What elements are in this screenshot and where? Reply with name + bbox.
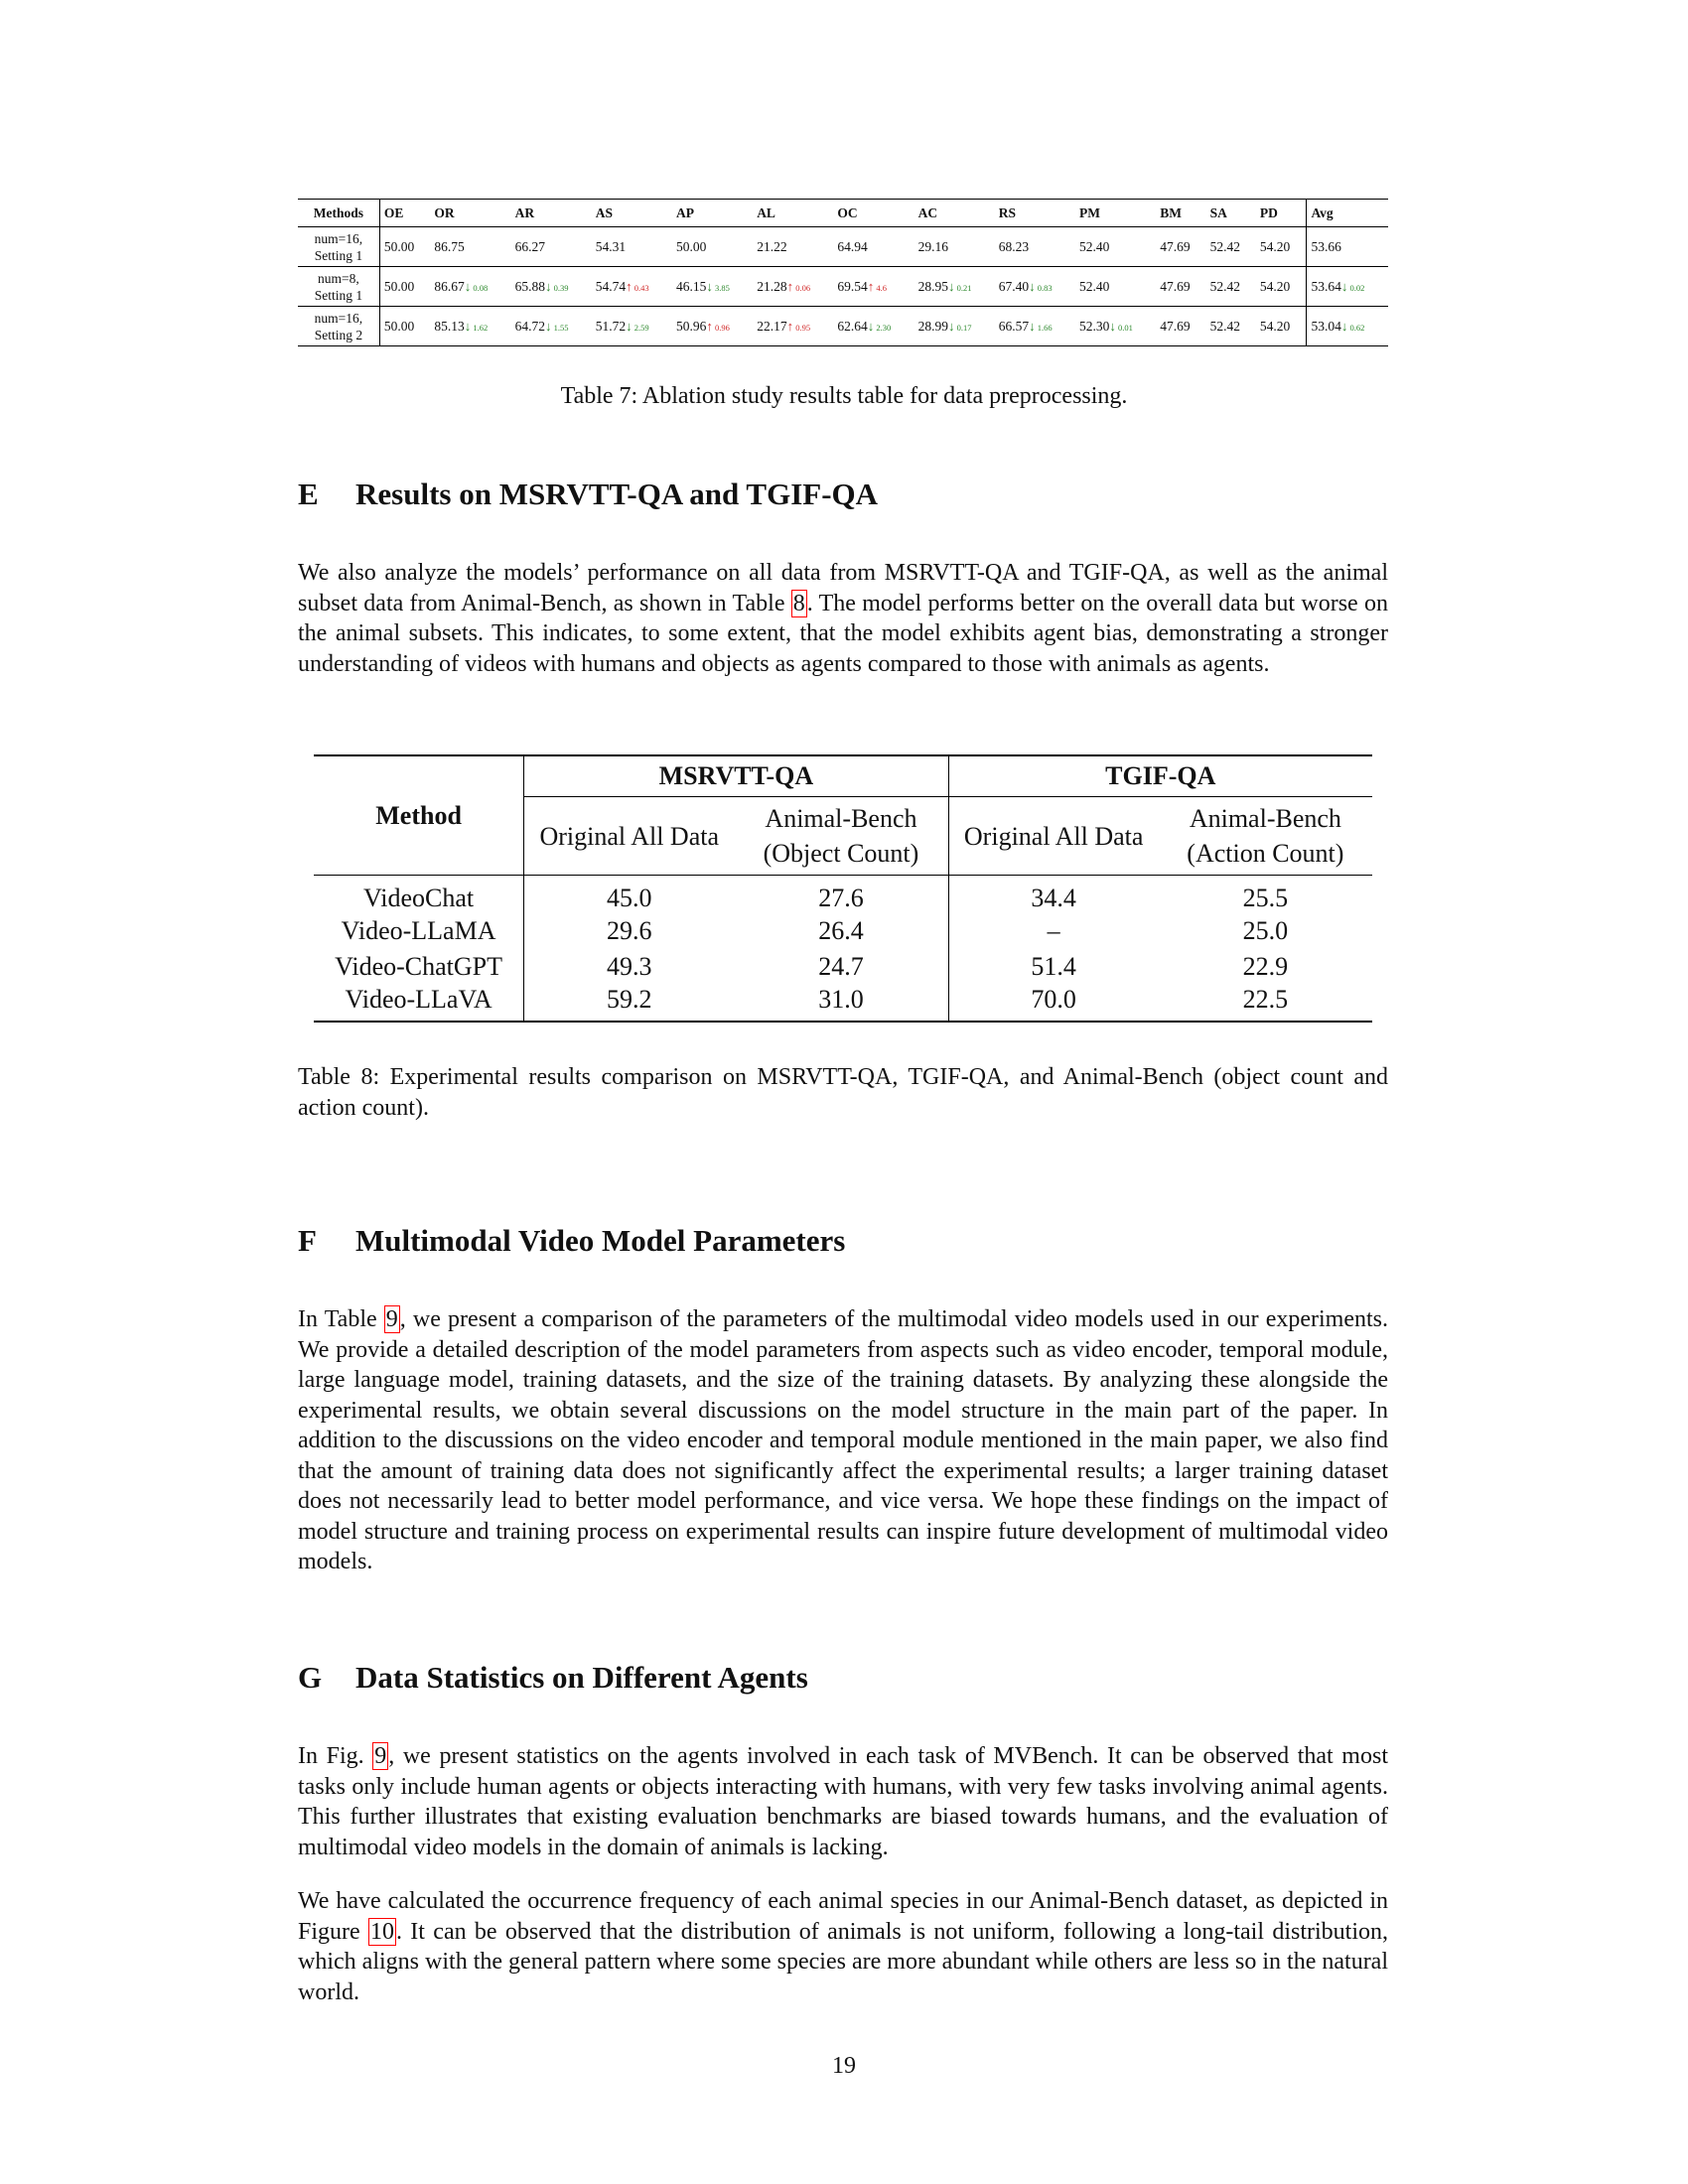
- table-7-value-cell: 47.69: [1156, 267, 1205, 307]
- table-8-value-cell: 51.4: [948, 949, 1159, 985]
- table-8-ref-link[interactable]: 8: [792, 590, 805, 616]
- arrow-down-icon: ↓ 0.21: [947, 278, 972, 294]
- table-7-col-header: OC: [833, 200, 914, 227]
- table-8-sub-msrvtt-all: Original All Data: [524, 797, 735, 876]
- table-7-value-cell: 69.54↑ 4.6: [833, 267, 914, 307]
- section-g-paragraph-1: [298, 1741, 1388, 1862]
- table-7-value-cell: 29.16: [917, 238, 948, 254]
- table-7-value-cell: 64.72↓ 1.55: [511, 307, 592, 346]
- table-8-value-cell: 31.0: [818, 985, 864, 1014]
- arrow-up-icon: ↑ 0.96: [706, 318, 730, 334]
- table-8-group-row: [314, 755, 1372, 797]
- table-8-sub-tgif-all: Original All Data: [948, 797, 1159, 876]
- table-7-value-cell: 52.40: [1079, 238, 1110, 254]
- arrow-down-icon: ↓ 1.62: [464, 318, 489, 334]
- table-8-value-cell: 27.6: [818, 884, 864, 912]
- table-7-col-header: AL: [753, 200, 833, 227]
- table-7-value-cell: 50.96↑ 0.96: [672, 307, 753, 346]
- table-7-value-cell: 54.20: [1256, 307, 1307, 346]
- table-7-col-header: AP: [672, 200, 753, 227]
- figure-9-ref-link[interactable]: 9: [374, 1743, 387, 1769]
- table-7-value-cell: 54.20: [1259, 238, 1291, 254]
- section-f-heading: [298, 1223, 845, 1259]
- table-8-value-cell: 25.5: [1242, 884, 1289, 912]
- section-f-text-2: , we present a comparison of the parameters of the multimodal video models used in our experiments. We provide a detailed description of the model parameters from aspects such as video encoder, temporal module, large language model, training datasets, and the size of the training datasets. By analyzing these alongside the experimental results, we obtain several discussions on the model structure in the main part of the paper. In addition to the discussions on the video encoder and temporal module mentioned in the main paper, we also find that the amount of training data does not significantly affect the experimental results; a larger training dataset does not necessarily lead to better model performance, and vice versa. We hope these findings on the impact of model structure and training process on experimental results can inspire future development of multimodal video models.: [298, 1306, 1389, 1574]
- arrow-down-icon: ↓ 1.55: [544, 318, 569, 334]
- table-7-value-cell: 50.00: [379, 307, 430, 346]
- section-e-text-2: . The model performs better on the overall data but worse on the animal subsets. This indicates, to some extent, that the model exhibits agent bias, demonstrating a stronger understanding of videos with humans and objects as agents compared to those with animals as agents.: [298, 590, 1388, 677]
- table-7-col-header: PM: [1075, 200, 1156, 227]
- table-7-value-cell: 53.66: [1307, 227, 1388, 267]
- figure-10-ref-link[interactable]: 10: [369, 1918, 394, 1945]
- section-f-paragraph: [298, 1304, 1388, 1577]
- arrow-down-icon: ↓ 1.66: [1029, 318, 1053, 334]
- table-8-method-cell: VideoChat: [363, 884, 475, 912]
- table-8-method-header: Method: [314, 755, 524, 876]
- section-f-title: Multimodal Video Model Parameters: [355, 1223, 846, 1258]
- table-7-col-header: OR: [430, 200, 510, 227]
- table-7-value-cell: 50.00: [379, 227, 430, 267]
- section-g-text-4: . It can be observed that the distribution of animals is not uniform, following a long-tail distribution, which aligns with the general pattern where some species are more abundant while others are less so in the natural world.: [298, 1918, 1388, 2005]
- page-number: 19: [832, 2053, 856, 2079]
- table-7-value-cell: 52.42: [1206, 267, 1256, 307]
- table-8-method-cell: Video-LLaMA: [341, 916, 496, 945]
- table-7-value-cell: 52.42: [1209, 238, 1240, 254]
- table-row: [314, 876, 1372, 914]
- table-8-body: [314, 876, 1372, 1023]
- table-7-value-cell: 64.94: [837, 238, 868, 254]
- arrow-up-icon: ↑ 4.6: [867, 278, 888, 294]
- section-g-text-3: We have calculated the occurrence frequency of each animal species in our Animal-Bench dataset, as depicted in Figure: [298, 1888, 1388, 1945]
- table-8-value-cell: 25.0: [1242, 916, 1289, 945]
- table-7-value-cell: 21.28↑ 0.06: [753, 267, 833, 307]
- table-7-value-cell: 47.69: [1156, 307, 1205, 346]
- table-7-value-cell: 28.99↓ 0.17: [914, 307, 995, 346]
- table-7-value-cell: 47.69: [1160, 238, 1191, 254]
- table-8-method-cell: Video-ChatGPT: [335, 952, 503, 981]
- table-7-col-header: Avg: [1307, 200, 1388, 227]
- table-8-value-cell: 26.4: [818, 916, 864, 945]
- table-8-msrvtt-header: MSRVTT-QA: [524, 755, 948, 797]
- table-7-col-header: AS: [592, 200, 672, 227]
- section-e-heading: [298, 477, 878, 512]
- table-8-value-cell: 29.6: [524, 913, 735, 949]
- table-7-value-cell: 52.40: [1075, 267, 1156, 307]
- table-8-value-cell: 70.0: [948, 985, 1159, 1022]
- arrow-down-icon: ↓ 0.62: [1340, 318, 1365, 334]
- table-8-method-cell: Video-LLaVA: [345, 985, 492, 1014]
- table-8-sub-tgif-animal: Animal-Bench (Action Count): [1159, 797, 1372, 876]
- table-7-value-cell: 53.64↓ 0.02: [1307, 267, 1388, 307]
- table-8-value-cell: 24.7: [818, 952, 864, 981]
- table-8-value-cell: –: [948, 913, 1159, 949]
- table-7-method-cell: num=8, Setting 1: [298, 267, 379, 307]
- table-7: [298, 199, 1388, 346]
- table-7-value-cell: 66.27: [514, 238, 545, 254]
- table-7-method-cell: num=16, Setting 1: [314, 230, 363, 263]
- table-7-value-cell: 68.23: [998, 238, 1030, 254]
- arrow-down-icon: ↓ 3.85: [706, 278, 730, 294]
- table-7-value-cell: 65.88↓ 0.39: [511, 267, 592, 307]
- arrow-down-icon: ↓ 0.17: [947, 318, 972, 334]
- table-7-value-cell: 50.00: [379, 267, 430, 307]
- section-e-title: Results on MSRVTT-QA and TGIF-QA: [355, 477, 879, 511]
- table-7-value-cell: 62.64↓ 2.30: [833, 307, 914, 346]
- table-7-value-cell: 50.00: [675, 238, 707, 254]
- table-8: [314, 754, 1372, 1023]
- section-e-text-1: We also analyze the models’ performance on all data from MSRVTT-QA and TGIF-QA, as well as the animal subset data from Animal-Bench, as shown in Table: [298, 560, 1388, 616]
- table-row: [314, 949, 1372, 985]
- section-g-heading: [298, 1660, 808, 1696]
- table-8-value-cell: 22.9: [1242, 952, 1289, 981]
- table-8-value-cell: 59.2: [524, 985, 735, 1022]
- arrow-down-icon: ↓ 0.39: [544, 278, 569, 294]
- section-f-number: F: [298, 1223, 317, 1258]
- table-7-method-cell: num=16, Setting 2: [298, 307, 379, 346]
- section-g-title: Data Statistics on Different Agents: [355, 1660, 808, 1695]
- table-8-value-cell: 49.3: [524, 949, 735, 985]
- arrow-down-icon: ↓ 0.02: [1340, 278, 1365, 294]
- table-7-value-cell: 53.04↓ 0.62: [1307, 307, 1388, 346]
- arrow-down-icon: ↓ 2.59: [626, 318, 649, 334]
- arrow-down-icon: ↓ 0.08: [464, 278, 489, 294]
- arrow-down-icon: ↓ 0.83: [1029, 278, 1053, 294]
- section-f-text-1: In Table: [298, 1306, 384, 1332]
- arrow-up-icon: ↑ 0.43: [626, 278, 649, 294]
- table-8-sub-msrvtt-animal: Animal-Bench (Object Count): [734, 797, 948, 876]
- table-7-value-cell: 86.75: [434, 238, 465, 254]
- table-row: [314, 913, 1372, 949]
- table-7-value-cell: 52.42: [1206, 307, 1256, 346]
- table-row: [298, 267, 1388, 307]
- table-7-value-cell: 86.67↓ 0.08: [430, 267, 510, 307]
- table-7-caption: Table 7: Ablation study results table for data preprocessing.: [560, 383, 1128, 409]
- table-9-ref-link[interactable]: 9: [385, 1306, 398, 1332]
- table-7-value-cell: 22.17↑ 0.95: [753, 307, 833, 346]
- section-g-paragraph-2: [298, 1886, 1388, 2007]
- table-7-value-cell: 85.13↓ 1.62: [430, 307, 510, 346]
- table-7-col-header: SA: [1206, 200, 1256, 227]
- section-g-text-2: , we present statistics on the agents involved in each task of MVBench. It can be observed that most tasks only include human agents or objects interacting with humans, with very few tasks involving animal agents. This further illustrates that existing evaluation benchmarks are biased towards humans, and the evaluation of multimodal video models in the domain of animals is lacking.: [298, 1743, 1388, 1860]
- table-8-value-cell: 34.4: [948, 876, 1159, 914]
- table-7-col-header: OE: [379, 200, 430, 227]
- section-g-text-1: In Fig.: [298, 1743, 373, 1769]
- table-row: [298, 307, 1388, 346]
- table-8-value-cell: 45.0: [524, 876, 735, 914]
- table-7-value-cell: 21.22: [757, 238, 787, 254]
- table-row: [314, 985, 1372, 1022]
- table-7-value-cell: 52.30↓ 0.01: [1075, 307, 1156, 346]
- table-7-value-cell: 28.95↓ 0.21: [914, 267, 995, 307]
- section-e-number: E: [298, 477, 319, 511]
- arrow-down-icon: ↓ 0.01: [1109, 318, 1133, 334]
- arrow-up-icon: ↑ 0.95: [786, 318, 811, 334]
- table-7-value-cell: 54.20: [1256, 267, 1307, 307]
- table-8-caption: Table 8: Experimental results comparison on MSRVTT-QA, TGIF-QA, and Animal-Bench (object count and action count).: [298, 1064, 1388, 1121]
- table-7-value-cell: 67.40↓ 0.83: [995, 267, 1075, 307]
- section-e-paragraph: [298, 558, 1388, 679]
- arrow-down-icon: ↓ 2.30: [867, 318, 892, 334]
- section-g-number: G: [298, 1660, 323, 1695]
- table-7-col-header: AC: [914, 200, 995, 227]
- table-7-value-cell: 54.74↑ 0.43: [592, 267, 672, 307]
- table-8-value-cell: 22.5: [1242, 985, 1289, 1014]
- arrow-up-icon: ↑ 0.06: [786, 278, 811, 294]
- table-7-header-row: [298, 200, 1388, 227]
- table-7-col-header: Methods: [298, 200, 379, 227]
- table-7-col-header: AR: [511, 200, 592, 227]
- table-row: [298, 227, 1388, 267]
- table-7-body: [298, 227, 1388, 346]
- table-7-value-cell: 66.57↓ 1.66: [995, 307, 1075, 346]
- table-7-col-header: RS: [995, 200, 1075, 227]
- table-7-col-header: PD: [1256, 200, 1307, 227]
- table-7-value-cell: 51.72↓ 2.59: [592, 307, 672, 346]
- table-8-tgif-header: TGIF-QA: [948, 755, 1372, 797]
- table-7-value-cell: 46.15↓ 3.85: [672, 267, 753, 307]
- table-7-value-cell: 54.31: [595, 238, 627, 254]
- table-7-col-header: BM: [1156, 200, 1205, 227]
